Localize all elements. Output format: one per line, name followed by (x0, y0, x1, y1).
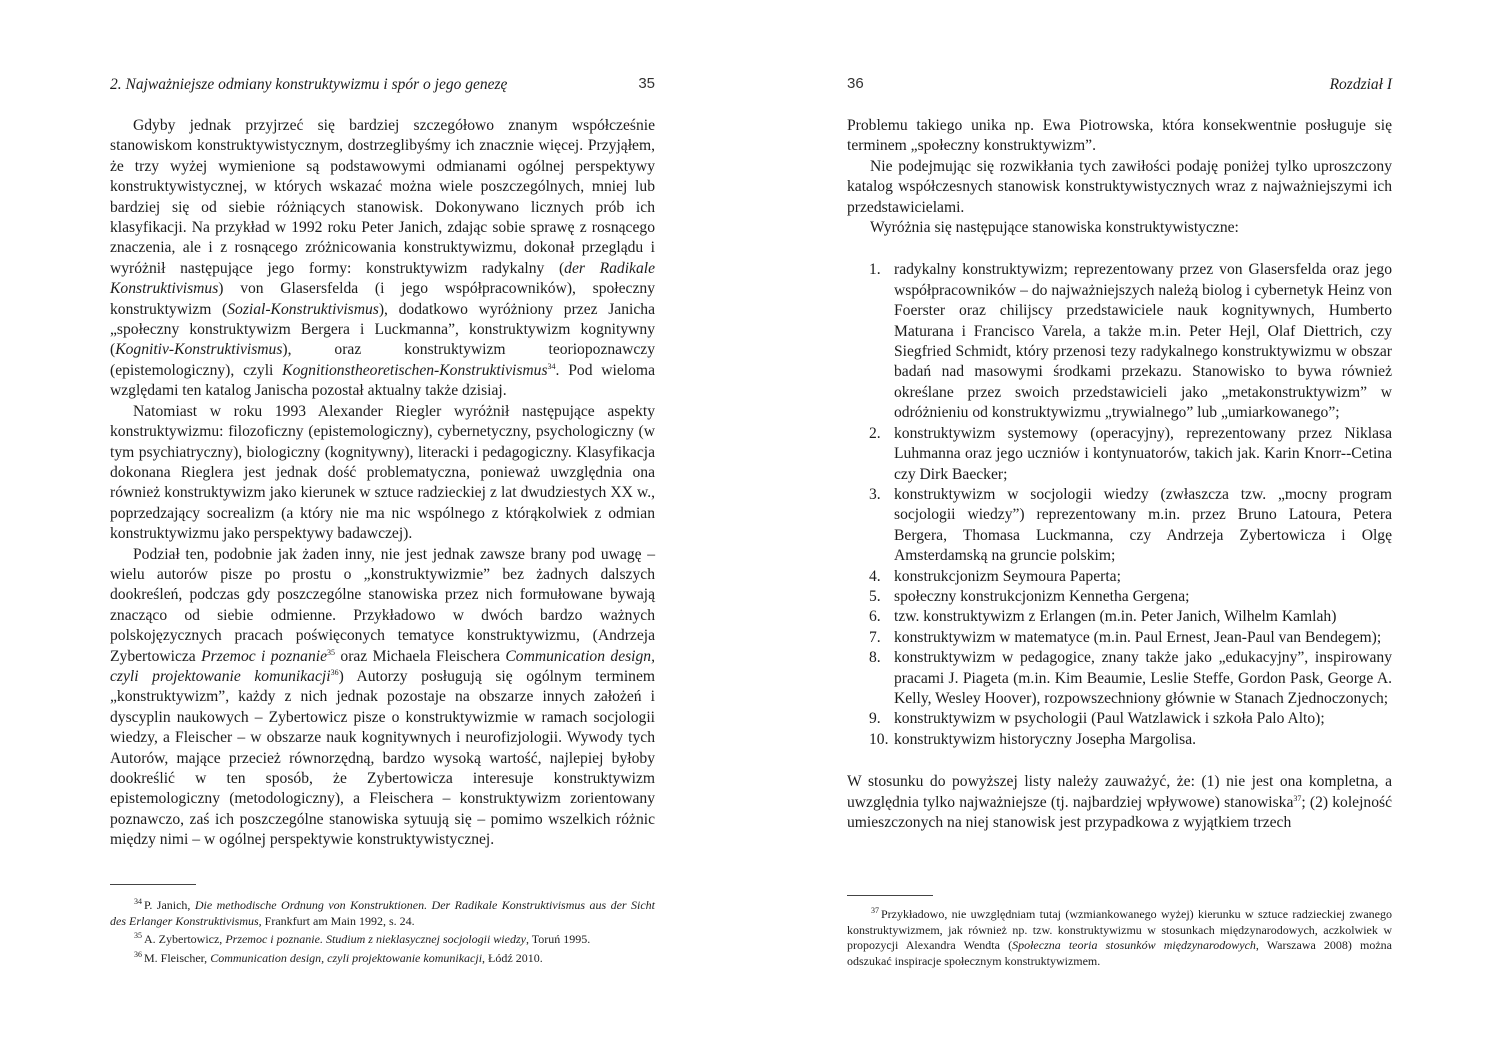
list-item: 5. społeczny konstrukcjonizm Kennetha Gergena; (869, 587, 1190, 605)
footnote: 37 Przykładowo, nie uwzględniam tutaj (wzmiankowanego wyżej) kierunku w sztuce radzieckiej zwanego konstruktywizmem, jak również np. tzw. konstruktywizmu w stosunkach międzynarodowych, aczkolwiek w propozycji Alexandra Wendta (Społeczna teoria stosunków międzynarodowych, Warszawa 2008) można odszukać inspiracje społecznym konstruktywizmem. (847, 906, 1392, 968)
list-item: 7. konstruktywizm w matematyce (m.in. Paul Ernest, Jean-Paul van Bendegem); (869, 628, 1382, 646)
right-page (847, 0, 1392, 1059)
positions-list (847, 260, 1392, 750)
left-page (110, 0, 655, 1059)
footnote: 35 A. Zybertowicz, Przemoc i poznanie. Studium z nieklasycznej socjologii wiedzy, Toruń 1995. (134, 931, 591, 946)
footnote-ref[interactable]: 36 (330, 667, 339, 677)
list-item: 3. konstruktywizm w socjologii wiedzy (zwłaszcza tzw. „mocny program socjologii wiedzy”) reprezentowany m.in. przez Bruno Latoura, Petera Bergera, Thomasa Luckmanna, czy Andrzeja Zybertowicza i Olgę Amsterdamską na gruncie polskim; (869, 485, 1392, 565)
body-text (110, 116, 655, 851)
list-item: 10. konstruktywizm historyczny Josepha Margolisa. (869, 730, 1197, 748)
page-number: 35 (638, 75, 655, 92)
paragraph: Podział ten, podobnie jak żaden inny, nie jest jednak zawsze brany pod uwagę – wielu autorów pisze po prostu o „konstruktywizmie” bez żadnych dalszych dookreśleń, podczas gdy poszczególne stanowiska przez nich formułowane bywają znacząco od siebie odmienne. Przykładowo w dwóch bardzo ważnych polskojęzycznych pracach poświęconych tematyce konstruktywizmu, (Andrzeja Zybertowicza Przemoc i poznanie$^{35}$ oraz Michaela Fleischera Communication design, czyli projektowanie komunikacji$^{36}$) Autorzy posługują się ogólnym terminem „konstruktywizm”, każdy z nich jednak pozostaje na obszarze innych założeń i dyscyplin naukowych – Zybertowicz pisze o konstruktywizmie w ramach socjologii wiedzy, a Fleischer – w obszarze nauk kognitywnych i neurofizjologii. Wywody tych Autorów, mające przecież równorzędną, bardzo wysoką wartość, najlepiej byłoby dookreślić w ten sposób, że Zybertowicza interesuje konstruktywizm epistemologiczny (metodologiczny), a Fleischera – konstruktywizm zorientowany poznawczo, zaś ich poszczególne stanowiska sytuują się – pomimo wszelkich różnic między nimi – w ogólnej perspektywie konstruktywistycznej. (110, 545, 656, 849)
paragraph: W stosunku do powyższej listy należy zauważyć, że: (1) nie jest ona kompletna, a uwzględnia tylko najważniejsze (tj. najbardziej wpływowe) stanowiska$^{37}$; (2) kolejność umieszczonych na niej stanowisk jest przypadkowa z wyjątkiem trzech (847, 773, 1393, 831)
body-text (847, 116, 1392, 833)
paragraph: Wyróżnia się następujące stanowiska konstruktywistyczne: (870, 219, 1239, 237)
footnote-ref[interactable]: 34 (547, 361, 556, 371)
footnote-divider (110, 884, 196, 885)
footnote-ref[interactable]: 35 (327, 647, 336, 657)
list-item: 8. konstruktywizm w pedagogice, znany także jako „edukacyjny”, inspirowany pracami J. Piageta (m.in. Kim Beaumie, Leslie Steffe, Gordon Pask, George A. Kelly, Wesley Hoover), rozpowszechniony głównie w Stanach Zjednoczonych; (869, 649, 1392, 707)
page-number: 36 (847, 75, 864, 92)
paragraph: Problemu takiego unika np. Ewa Piotrowska, która konsekwentnie posługuje się terminem „społeczny konstruktywizm”. (847, 117, 1392, 155)
paragraph: Natomiast w roku 1993 Alexander Riegler wyróżnił następujące aspekty konstruktywizmu: filozoficzny (epistemologiczny), cybernetyczny, psychologiczny (w tym psychiatryczny), biologiczny (kognitywny), literacki i pedagogiczny. Klasyfikacja dokonana Rieglera jest jednak dość problematyczna, ponieważ uwzględnia ona również konstruktywizm jako kierunek w sztuce radzieckiej z lat dwudziestych XX w., poprzedzający socrealizm (a który nie ma nic wspólnego z którąkolwiek z odmian konstruktywizmu jako perspektywy badawczej). (110, 402, 655, 543)
footnote: 36 M. Fleischer, Communication design, czyli projektowanie komunikacji, Łódź 2010. (134, 949, 543, 965)
paragraph: Gdyby jednak przyjrzeć się bardziej szczegółowo znanym współcześnie stanowiskom konstruktywistycznym, dostrzeglibyśmy ich znacznie więcej. Przyjąłem, że trzy wyżej wymienione są podstawowymi odmianami ogólnej perspektywy konstruktywistycznej, w których wskazać można wiele poszczególnych, mniej lub bardziej się od siebie różniących stanowisk. Dokonywano licznych prób ich klasyfikacji. Na przykład w 1992 roku Peter Janich, zdając sobie sprawę z rosnącego znaczenia, ale i z rosnącego zróżnicowania konstruktywizmu, dokonał przeglądu i wyróżnił następujące jego formy: konstruktywizm radykalny (der Radikale Konstruktivismus) von Glasersfelda (i jego współpracowników), społeczny konstruktywizm (Sozial-Konstruktivismus), dodatkowo wyróżniony przez Janicha „społeczny konstruktywizm Bergera i Luckmanna”, konstruktywizm kognitywny (Kognitiv-Konstruktivismus), oraz konstruktywizm teoriopoznawczy (epistemologiczny), czyli Kognitionstheoretischen-Konstruktivismus$^{34}$. Pod wieloma względami ten katalog Janischa pozostał aktualny także dzisiaj. (110, 117, 655, 400)
footnote-divider (847, 895, 933, 896)
list-item: 6. tzw. konstruktywizm z Erlangen (m.in. Peter Janich, Wilhelm Kamlah) (869, 608, 1337, 626)
paragraph: Nie podejmując się rozwikłania tych zawiłości podaję poniżej tylko uproszczony katalog współczesnych stanowisk konstruktywistycznych wraz z najważniejszymi ich przedstawicielami. (847, 157, 1392, 216)
list-item: 4. konstrukcjonizm Seymoura Paperta; (869, 567, 1121, 585)
footnotes (847, 907, 1392, 972)
footnote: 34 P. Janich, Die methodische Ordnung von Konstruktionen. Der Radikale Konstruktivismus aus der Sicht des Erlanger Konstruktivismus, Frankfurt am Main 1992, s. 24. (110, 897, 655, 928)
running-title: 2. Najważniejsze odmiany konstruktywizmu i spór o jego genezę (110, 76, 508, 93)
footnote-ref[interactable]: 37 (1293, 793, 1302, 803)
running-title: Rozdział I (1329, 76, 1392, 93)
list-item: 9. konstruktywizm w psychologii (Paul Watzlawick i szkoła Palo Alto); (869, 710, 1325, 728)
footnotes (110, 898, 655, 969)
list-item: 2. konstruktywizm systemowy (operacyjny), reprezentowany przez Niklasa Luhmanna oraz jego uczniów i kontynuatorów, takich jak. Karin Knorr--Cetina czy Dirk Baecker; (869, 424, 1392, 483)
list-item: 1. radykalny konstruktywizm; reprezentowany przez von Glasersfelda oraz jego współpracowników – do najważniejszych należą biolog i cybernetyk Heinz von Foerster oraz chilijscy przedstawiciele nauk kognitywnych, Humberto Maturana i Francisco Varela, a także m.in. Peter Hejl, Olaf Diettrich, czy Siegfried Schmidt, który przenosi tezy radykalnego konstruktywizmu w obszar badań nad masowymi środkami przekazu. Stanowisko to bywa również określane przez swoich przedstawicieli jako „metakonstruktywizm” w odróżnieniu od konstruktywizmu „trywialnego” lub „umiarkowanego”; (869, 261, 1392, 422)
